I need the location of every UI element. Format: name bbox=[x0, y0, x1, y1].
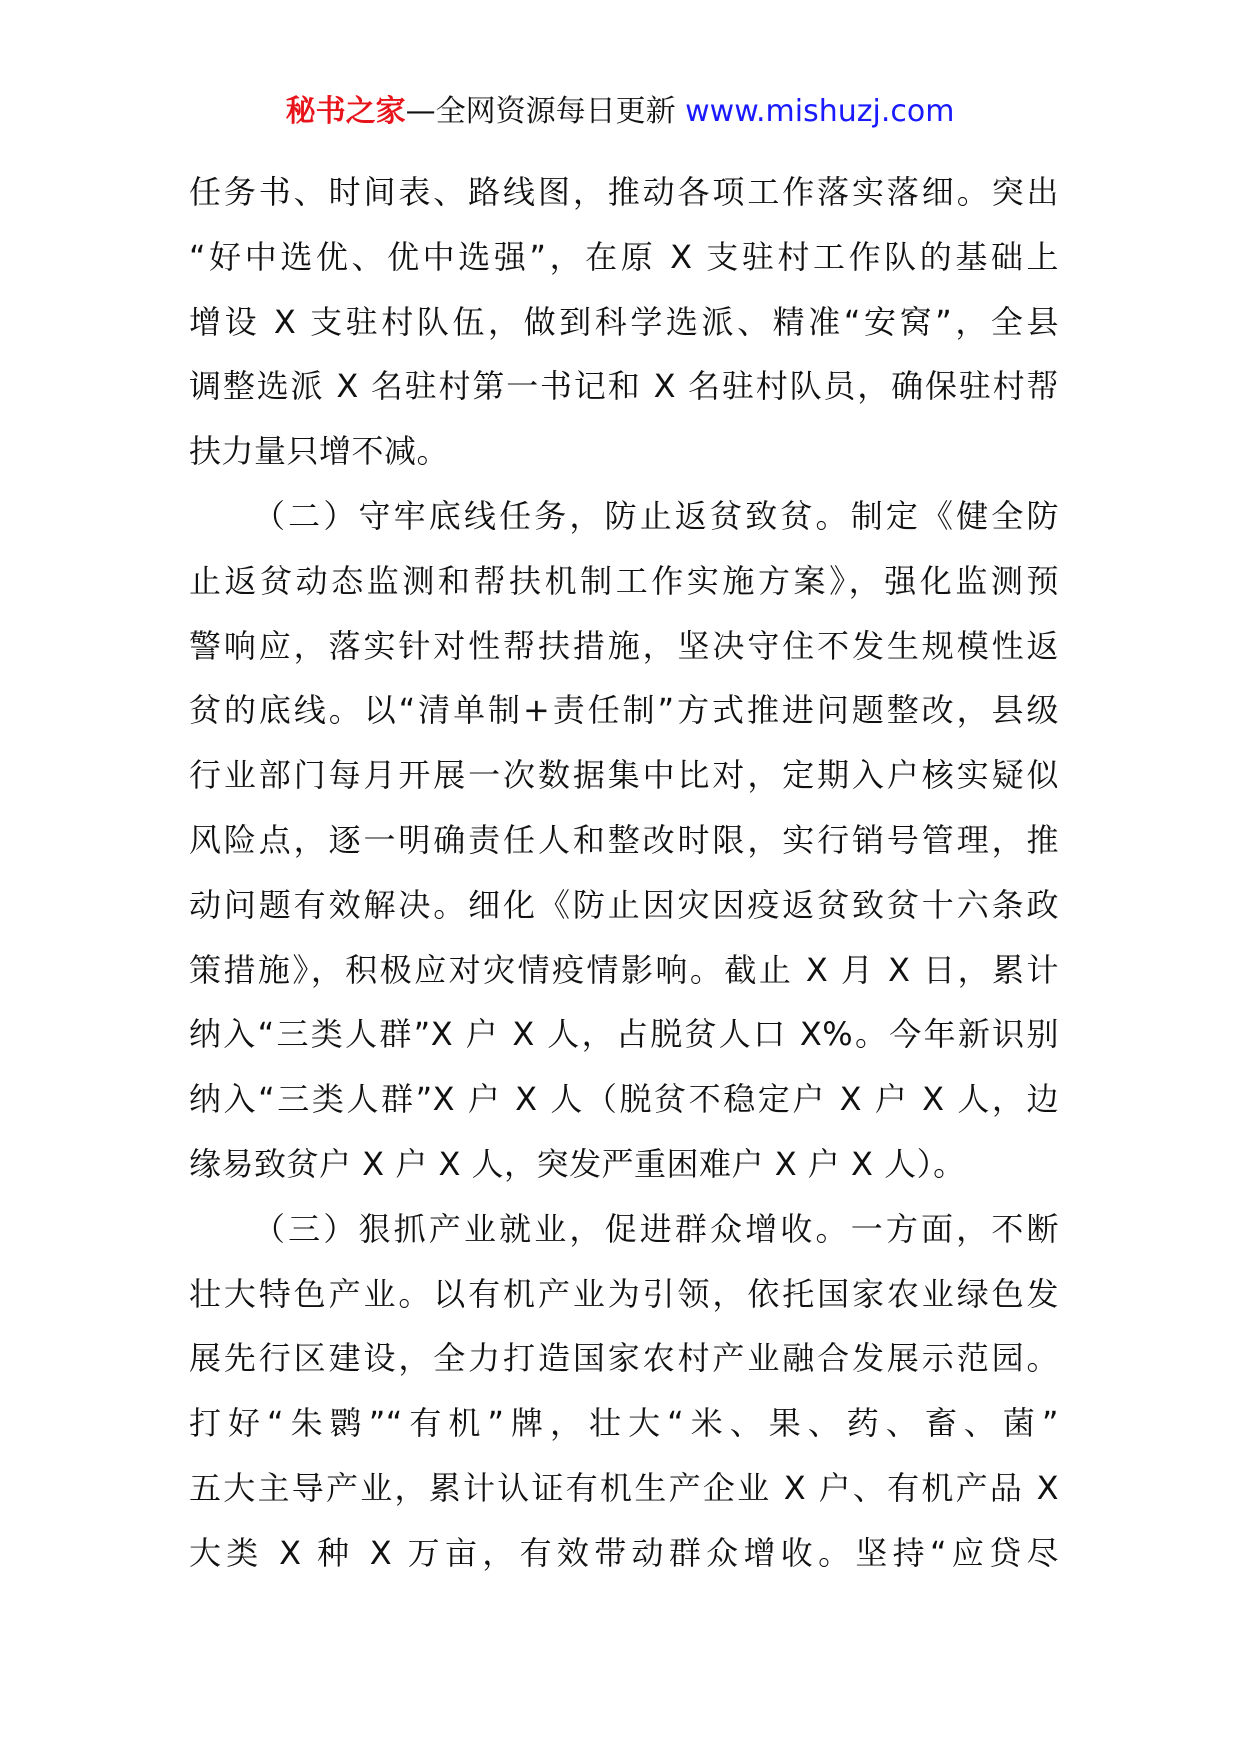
text-line: 增设 X 支驻村队伍，做到科学选派、精准“安窝”，全县 bbox=[189, 302, 1059, 341]
text-line: 动问题有效解决。细化《防止因灾因疫返贫致贫十六条政 bbox=[189, 885, 1059, 924]
text-line: 打好“朱鹮”“有机”牌，壮大“米、果、药、畜、菌” bbox=[189, 1404, 1059, 1443]
document-body bbox=[189, 160, 1059, 1586]
text-line: 壮大特色产业。以有机产业为引领，依托国家农业绿色发 bbox=[189, 1274, 1059, 1313]
text-line: 调整选派 X 名驻村第一书记和 X 名驻村队员，确保驻村帮 bbox=[189, 367, 1059, 406]
text-line: 贫的底线。以“清单制+责任制”方式推进问题整改，县级 bbox=[189, 691, 1059, 730]
text-line: 任务书、时间表、路线图，推动各项工作落实落细。突出 bbox=[189, 173, 1059, 211]
section-heading-line: （三）狠抓产业就业，促进群众增收。一方面，不断 bbox=[253, 1209, 1059, 1248]
header-tagline: —全网资源每日更新 bbox=[405, 94, 686, 129]
text-line: 行业部门每月开展一次数据集中比对，定期入户核实疑似 bbox=[189, 756, 1059, 795]
text-line: 风险点，逐一明确责任人和整改时限，实行销号管理，推 bbox=[189, 820, 1059, 859]
text-line: 缘易致贫户 X 户 X 人，突发严重困难户 X 户 X 人）。 bbox=[189, 1144, 966, 1183]
text-line: 止返贫动态监测和帮扶机制工作实施方案》，强化监测预 bbox=[189, 561, 1059, 600]
site-url-link[interactable]: www.mishuzj.com bbox=[685, 94, 955, 129]
text-line: 大类 X 种 X 万亩，有效带动群众增收。坚持“应贷尽 bbox=[189, 1533, 1059, 1572]
text-line: 展先行区建设，全力打造国家农村产业融合发展示范园。 bbox=[189, 1339, 1059, 1378]
text-line: 五大主导产业，累计认证有机生产企业 X 户、有机产品 X bbox=[189, 1468, 1059, 1507]
text-line: 扶力量只增不减。 bbox=[189, 432, 450, 471]
section-heading-line: （二）守牢底线任务，防止返贫致贫。制定《健全防 bbox=[253, 496, 1059, 535]
site-header bbox=[0, 92, 1240, 132]
brand-name: 秘书之家 bbox=[285, 94, 406, 129]
text-line: 策措施》，积极应对灾情疫情影响。截止 X 月 X 日，累计 bbox=[189, 950, 1059, 989]
text-line: 警响应，落实针对性帮扶措施，坚决守住不发生规模性返 bbox=[189, 626, 1059, 665]
text-line: “好中选优、优中选强”，在原 X 支驻村工作队的基础上 bbox=[189, 237, 1059, 276]
text-line: 纳入“三类人群”X 户 X 人（脱贫不稳定户 X 户 X 人，边 bbox=[189, 1080, 1059, 1119]
text-line: 纳入“三类人群”X 户 X 人，占脱贫人口 X%。今年新识别 bbox=[189, 1015, 1059, 1054]
